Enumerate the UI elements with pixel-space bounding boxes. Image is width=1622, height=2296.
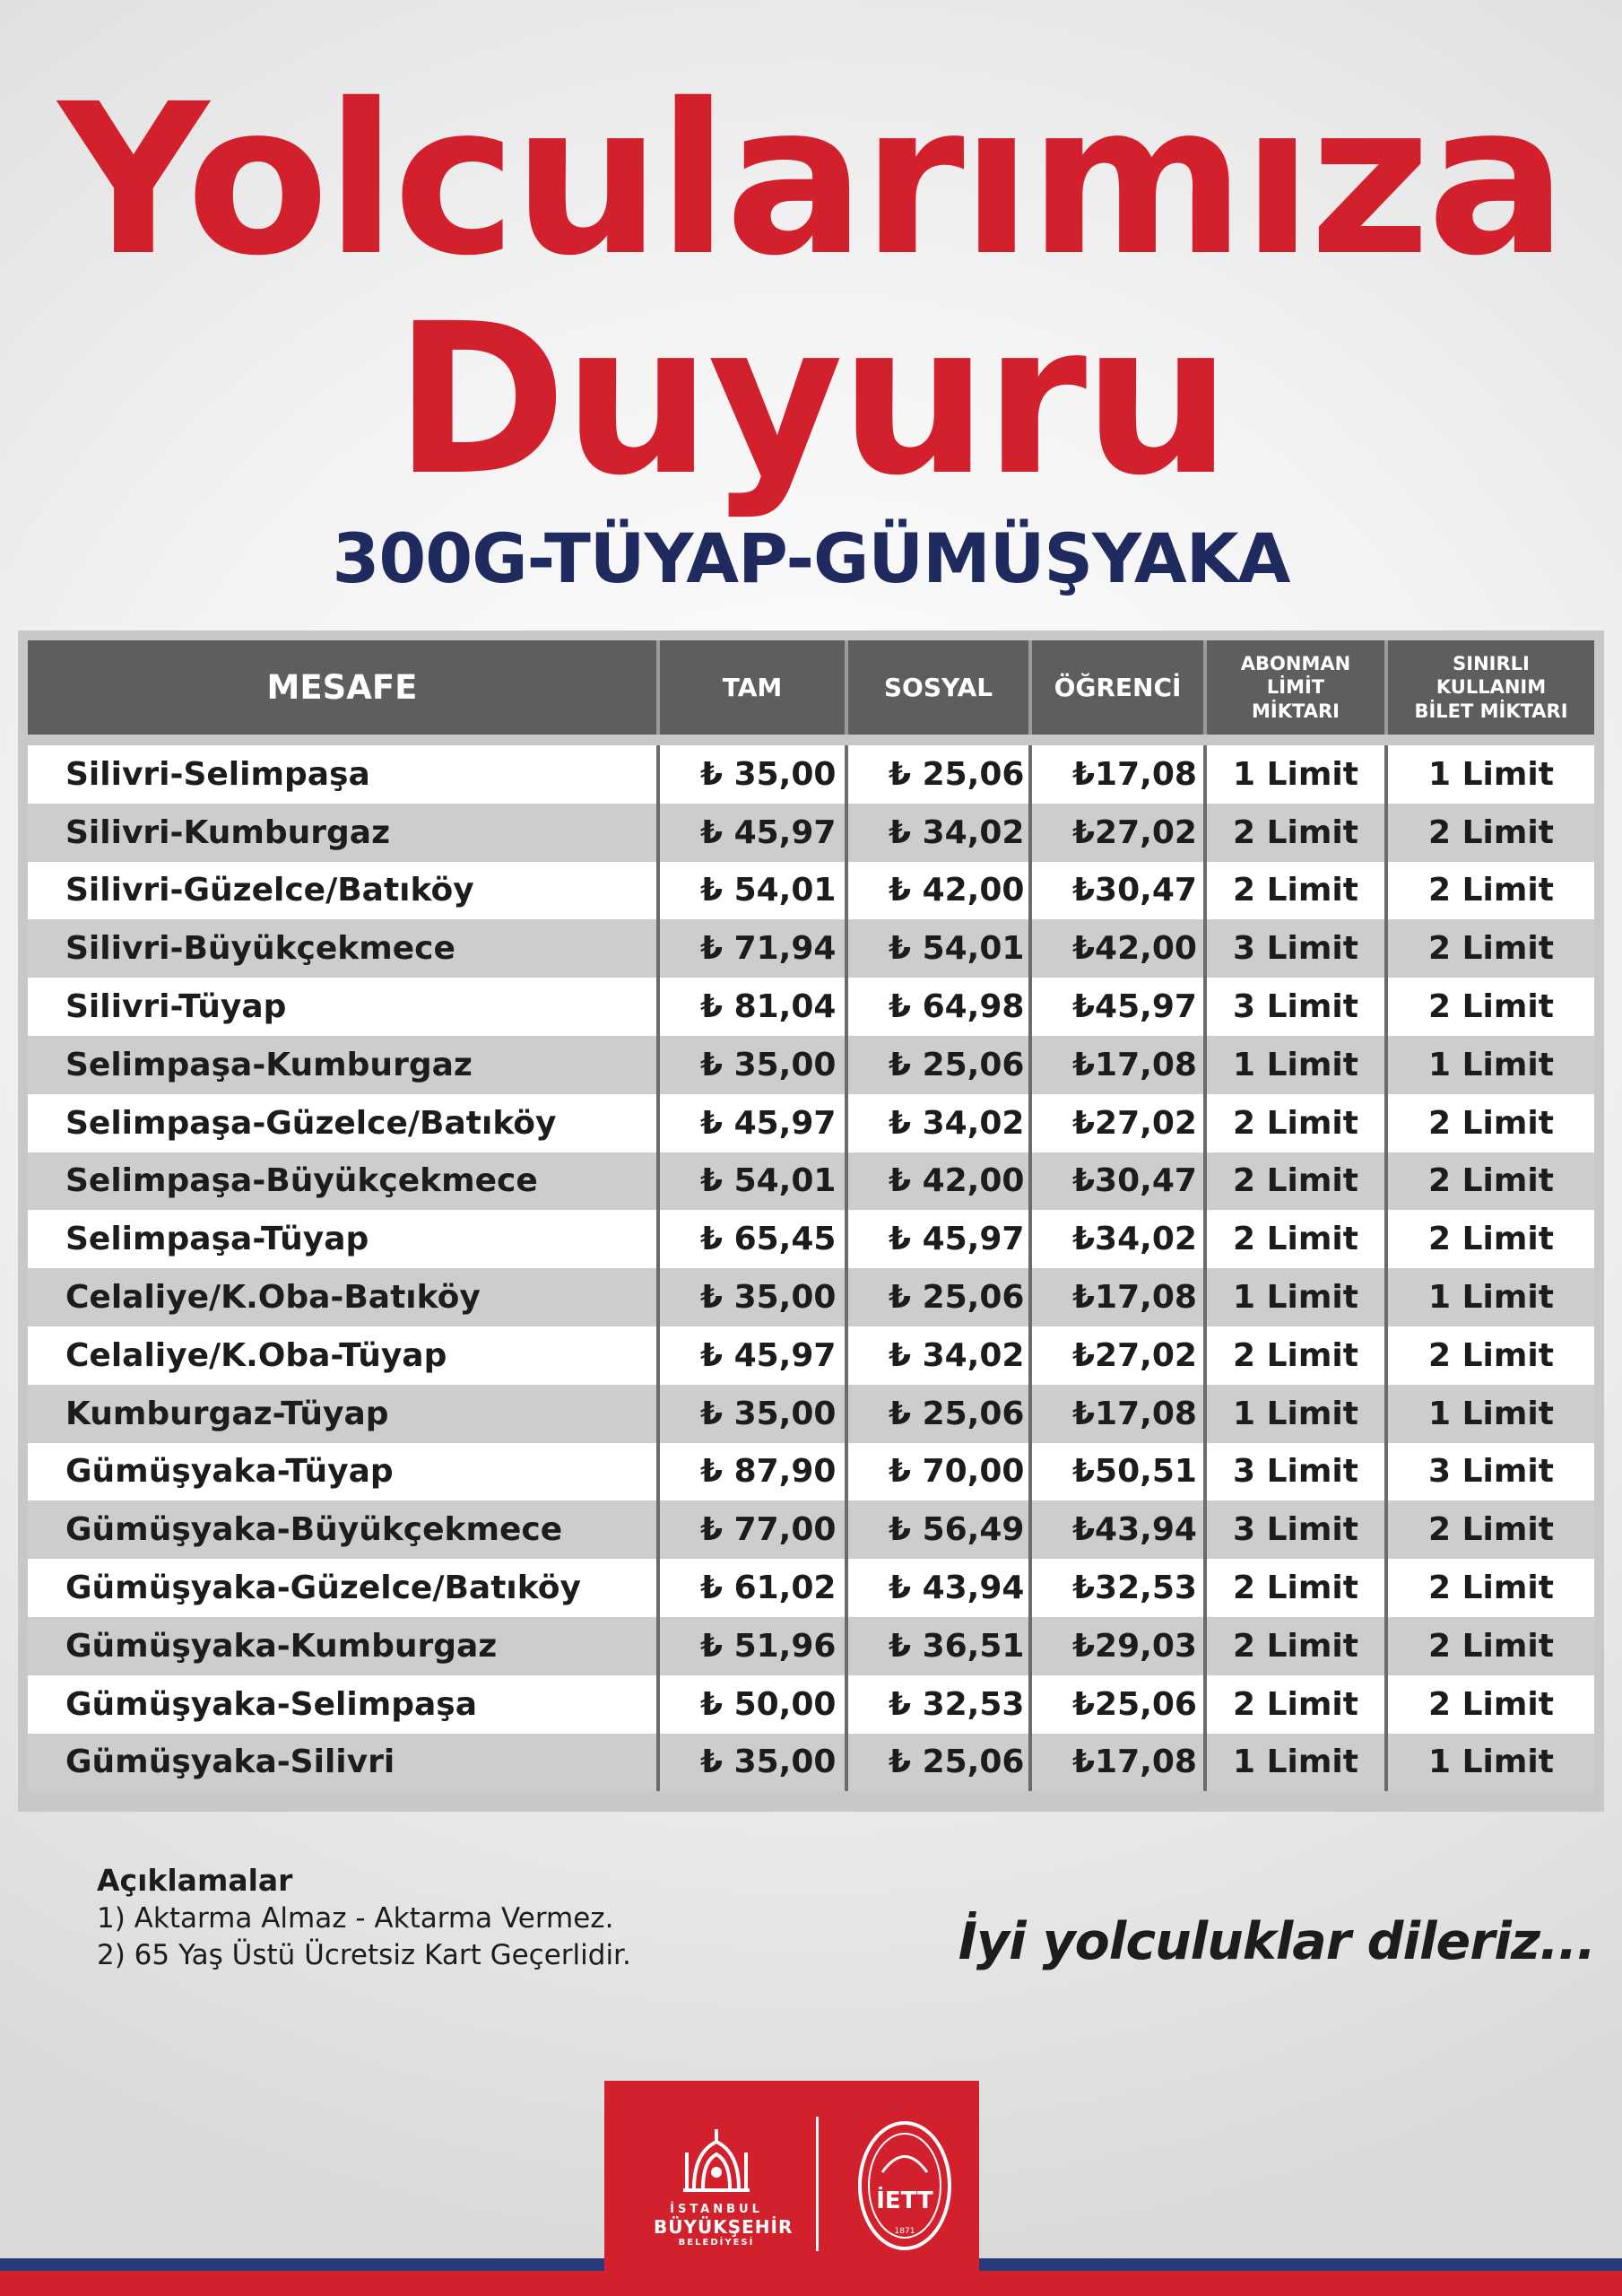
table-row [28, 1036, 1594, 1094]
table-row [28, 1094, 1594, 1152]
cell-social: ₺ 34,02 [846, 804, 1030, 862]
cell-limited-ticket: 2 Limit [1386, 919, 1594, 978]
cell-subscription-limit: 1 Limit [1205, 1385, 1386, 1443]
col-header-full: TAM [658, 640, 846, 735]
table-row [28, 1385, 1594, 1443]
cell-route: Selimpaşa-Tüyap [28, 1210, 658, 1268]
closing-message: İyi yolculuklar dileriz... [958, 1912, 1595, 1971]
cell-limited-ticket: 2 Limit [1386, 978, 1594, 1036]
cell-route: Selimpaşa-Büyükçekmece [28, 1152, 658, 1211]
cell-full: ₺ 35,00 [658, 1734, 846, 1792]
logo-divider [816, 2117, 819, 2251]
cell-social: ₺ 54,01 [846, 919, 1030, 978]
cell-student: ₺29,03 [1030, 1617, 1205, 1675]
cell-limited-ticket: 2 Limit [1386, 1559, 1594, 1617]
iett-seal-text: İETT [876, 2187, 933, 2214]
cell-subscription-limit: 3 Limit [1205, 978, 1386, 1036]
ibb-text-line-1: İSTANBUL [670, 2203, 763, 2216]
cell-full: ₺ 45,97 [658, 1094, 846, 1152]
ibb-logo [654, 2126, 794, 2248]
cell-student: ₺27,02 [1030, 1094, 1205, 1152]
table-row [28, 1500, 1594, 1559]
cell-student: ₺42,00 [1030, 919, 1205, 978]
cell-limited-ticket: 2 Limit [1386, 1326, 1594, 1385]
col-header-subscription-limit-line-1: ABONMAN [1240, 653, 1351, 675]
cell-subscription-limit: 2 Limit [1205, 1152, 1386, 1211]
cell-subscription-limit: 2 Limit [1205, 1675, 1386, 1734]
cell-full: ₺ 77,00 [658, 1500, 846, 1559]
cell-student: ₺32,53 [1030, 1559, 1205, 1617]
title-line-2: Duyuru [394, 279, 1228, 521]
cell-subscription-limit: 3 Limit [1205, 919, 1386, 978]
cell-social: ₺ 45,97 [846, 1210, 1030, 1268]
table-row [28, 804, 1594, 862]
cell-full: ₺ 65,45 [658, 1210, 846, 1268]
cell-limited-ticket: 2 Limit [1386, 1617, 1594, 1675]
cell-route: Kumburgaz-Tüyap [28, 1385, 658, 1443]
table-row [28, 745, 1594, 804]
cell-limited-ticket: 1 Limit [1386, 1734, 1594, 1792]
cell-route: Gümüşyaka-Selimpaşa [28, 1675, 658, 1734]
cell-student: ₺17,08 [1030, 1268, 1205, 1326]
ibb-text-line-3: BELEDİYESİ [678, 2238, 755, 2248]
cell-route: Gümüşyaka-Tüyap [28, 1443, 658, 1501]
cell-route: Gümüşyaka-Kumburgaz [28, 1617, 658, 1675]
table-row [28, 919, 1594, 978]
cell-student: ₺27,02 [1030, 1326, 1205, 1385]
cell-social: ₺ 70,00 [846, 1443, 1030, 1501]
cell-full: ₺ 51,96 [658, 1617, 846, 1675]
cell-limited-ticket: 2 Limit [1386, 804, 1594, 862]
col-header-limited-ticket-line-2: KULLANIM [1436, 676, 1547, 699]
cell-limited-ticket: 1 Limit [1386, 1385, 1594, 1443]
ibb-emblem-icon [676, 2126, 757, 2197]
cell-route: Silivri-Kumburgaz [28, 804, 658, 862]
cell-limited-ticket: 1 Limit [1386, 1268, 1594, 1326]
cell-student: ₺30,47 [1030, 862, 1205, 920]
cell-full: ₺ 45,97 [658, 1326, 846, 1385]
cell-limited-ticket: 1 Limit [1386, 1036, 1594, 1094]
cell-limited-ticket: 2 Limit [1386, 1152, 1594, 1211]
cell-limited-ticket: 2 Limit [1386, 1094, 1594, 1152]
cell-full: ₺ 81,04 [658, 978, 846, 1036]
cell-route: Gümüşyaka-Büyükçekmece [28, 1500, 658, 1559]
col-header-subscription-limit [1205, 640, 1386, 735]
cell-route: Silivri-Tüyap [28, 978, 658, 1036]
route-subtitle: 300G-TÜYAP-GÜMÜŞYAKA [332, 518, 1290, 598]
col-header-route: MESAFE [28, 640, 658, 735]
cell-route: Selimpaşa-Kumburgaz [28, 1036, 658, 1094]
cell-social: ₺ 64,98 [846, 978, 1030, 1036]
cell-social: ₺ 32,53 [846, 1675, 1030, 1734]
table-row [28, 978, 1594, 1036]
table-row [28, 1152, 1594, 1211]
cell-student: ₺30,47 [1030, 1152, 1205, 1211]
cell-student: ₺17,08 [1030, 1385, 1205, 1443]
table-row [28, 1443, 1594, 1501]
cell-subscription-limit: 2 Limit [1205, 1559, 1386, 1617]
table-row [28, 1559, 1594, 1617]
cell-limited-ticket: 1 Limit [1386, 745, 1594, 804]
col-header-limited-ticket-line-1: SINIRLI [1453, 653, 1530, 675]
cell-student: ₺43,94 [1030, 1500, 1205, 1559]
cell-subscription-limit: 2 Limit [1205, 1326, 1386, 1385]
table-row [28, 1268, 1594, 1326]
cell-limited-ticket: 3 Limit [1386, 1443, 1594, 1501]
cell-subscription-limit: 2 Limit [1205, 1094, 1386, 1152]
notes-heading: Açıklamalar [97, 1863, 293, 1898]
cell-subscription-limit: 3 Limit [1205, 1500, 1386, 1559]
cell-full: ₺ 35,00 [658, 1385, 846, 1443]
cell-student: ₺45,97 [1030, 978, 1205, 1036]
cell-full: ₺ 50,00 [658, 1675, 846, 1734]
iett-seal-icon [855, 2118, 954, 2253]
cell-subscription-limit: 3 Limit [1205, 1443, 1386, 1501]
cell-student: ₺34,02 [1030, 1210, 1205, 1268]
cell-subscription-limit: 1 Limit [1205, 1734, 1386, 1792]
cell-full: ₺ 87,90 [658, 1443, 846, 1501]
cell-student: ₺25,06 [1030, 1675, 1205, 1734]
cell-route: Selimpaşa-Güzelce/Batıköy [28, 1094, 658, 1152]
cell-student: ₺50,51 [1030, 1443, 1205, 1501]
notes [97, 1861, 631, 1974]
cell-social: ₺ 25,06 [846, 1268, 1030, 1326]
ibb-text-line-2: BÜYÜKŞEHİR [654, 2216, 794, 2238]
cell-subscription-limit: 1 Limit [1205, 745, 1386, 804]
cell-full: ₺ 54,01 [658, 1152, 846, 1211]
cell-full: ₺ 54,01 [658, 862, 846, 920]
note-item-1: 1) Aktarma Almaz - Aktarma Vermez. [97, 1901, 614, 1935]
table-row [28, 862, 1594, 920]
cell-social: ₺ 56,49 [846, 1500, 1030, 1559]
cell-route: Gümüşyaka-Güzelce/Batıköy [28, 1559, 658, 1617]
cell-full: ₺ 35,00 [658, 1268, 846, 1326]
fare-table-body [28, 735, 1594, 1791]
cell-route: Silivri-Büyükçekmece [28, 919, 658, 978]
cell-limited-ticket: 2 Limit [1386, 1210, 1594, 1268]
col-header-subscription-limit-line-3: MİKTARI [1252, 700, 1340, 722]
cell-social: ₺ 43,94 [846, 1559, 1030, 1617]
cell-social: ₺ 25,06 [846, 745, 1030, 804]
cell-social: ₺ 25,06 [846, 1036, 1030, 1094]
cell-subscription-limit: 2 Limit [1205, 862, 1386, 920]
cell-subscription-limit: 1 Limit [1205, 1268, 1386, 1326]
iett-seal-year: 1871 [894, 2227, 915, 2236]
cell-social: ₺ 34,02 [846, 1094, 1030, 1152]
col-header-student: ÖĞRENCİ [1030, 640, 1205, 735]
cell-full: ₺ 71,94 [658, 919, 846, 978]
logo-panel [604, 2081, 979, 2296]
col-header-limited-ticket-line-3: BİLET MİKTARI [1414, 700, 1568, 722]
cell-full: ₺ 35,00 [658, 1036, 846, 1094]
cell-route: Silivri-Selimpaşa [28, 745, 658, 804]
table-row [28, 1734, 1594, 1792]
cell-student: ₺17,08 [1030, 745, 1205, 804]
title-line-1: Yolcularımıza [57, 59, 1565, 301]
cell-social: ₺ 25,06 [846, 1734, 1030, 1792]
note-item-2: 2) 65 Yaş Üstü Ücretsiz Kart Geçerlidir. [97, 1939, 631, 1972]
cell-route: Gümüşyaka-Silivri [28, 1734, 658, 1792]
cell-route: Celaliye/K.Oba-Batıköy [28, 1268, 658, 1326]
cell-full: ₺ 45,97 [658, 804, 846, 862]
cell-route: Silivri-Güzelce/Batıköy [28, 862, 658, 920]
table-header-row [28, 640, 1594, 735]
cell-subscription-limit: 2 Limit [1205, 1617, 1386, 1675]
cell-social: ₺ 34,02 [846, 1326, 1030, 1385]
cell-social: ₺ 25,06 [846, 1385, 1030, 1443]
cell-social: ₺ 42,00 [846, 862, 1030, 920]
cell-student: ₺17,08 [1030, 1036, 1205, 1094]
fare-table [28, 640, 1594, 1791]
header-gap-cell [28, 735, 1594, 745]
cell-student: ₺17,08 [1030, 1734, 1205, 1792]
cell-subscription-limit: 2 Limit [1205, 804, 1386, 862]
table-row [28, 1210, 1594, 1268]
cell-full: ₺ 35,00 [658, 745, 846, 804]
table-row [28, 1675, 1594, 1734]
cell-student: ₺27,02 [1030, 804, 1205, 862]
fare-table-frame [18, 631, 1604, 1812]
cell-limited-ticket: 2 Limit [1386, 862, 1594, 920]
cell-subscription-limit: 2 Limit [1205, 1210, 1386, 1268]
col-header-subscription-limit-line-2: LİMİT [1266, 676, 1325, 699]
table-row [28, 1617, 1594, 1675]
cell-full: ₺ 61,02 [658, 1559, 846, 1617]
col-header-limited-ticket [1386, 640, 1594, 735]
cell-limited-ticket: 2 Limit [1386, 1675, 1594, 1734]
cell-subscription-limit: 1 Limit [1205, 1036, 1386, 1094]
cell-social: ₺ 36,51 [846, 1617, 1030, 1675]
cell-limited-ticket: 2 Limit [1386, 1500, 1594, 1559]
header-gap [28, 735, 1594, 745]
cell-route: Celaliye/K.Oba-Tüyap [28, 1326, 658, 1385]
cell-social: ₺ 42,00 [846, 1152, 1030, 1211]
col-header-social: SOSYAL [846, 640, 1030, 735]
table-row [28, 1326, 1594, 1385]
